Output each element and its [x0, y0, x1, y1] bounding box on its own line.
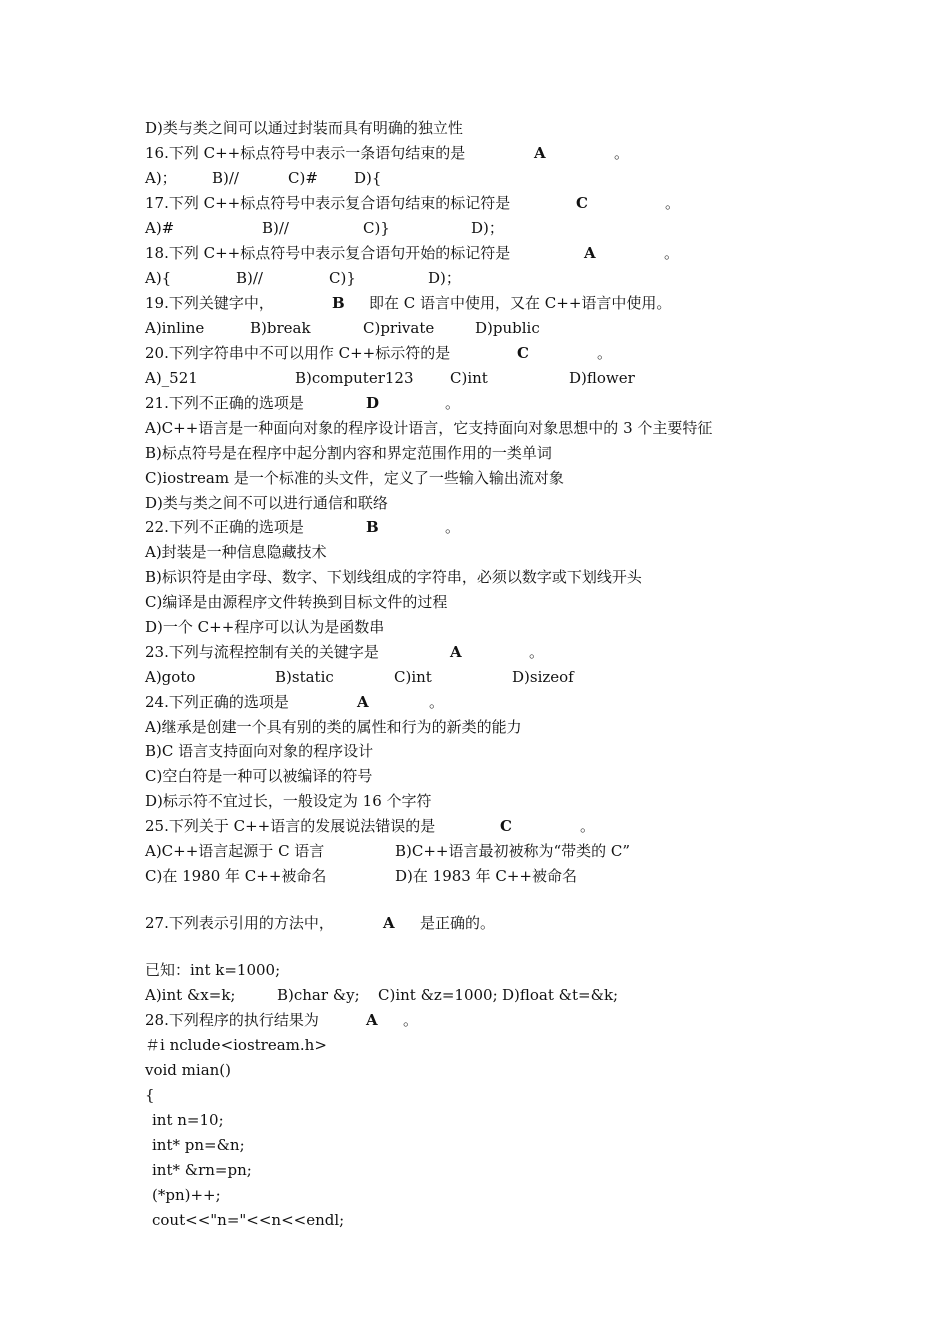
option-d: D)sizeof — [512, 668, 574, 686]
answer-letter: A — [366, 1011, 378, 1029]
question-stem: 16.下列 C++标点符号中表示一条语句结束的是 — [145, 144, 466, 162]
option-c: C)} — [329, 269, 356, 287]
option-a: A)goto — [145, 668, 196, 686]
question-stem: 19.下列关键字中， — [145, 294, 274, 312]
question-end: 。 — [529, 643, 545, 661]
option-c: C)在 1980 年 C++被命名 — [145, 867, 327, 885]
option-b: B)// — [212, 169, 239, 187]
question-stem: 17.下列 C++标点符号中表示复合语句结束的标记符是 — [145, 194, 511, 212]
question-stem: 23.下列与流程控制有关的关键字是 — [145, 643, 379, 661]
question-end: 即在 C 语言中使用，又在 C++语言中使用。 — [369, 294, 672, 312]
option-c: C)# — [288, 169, 318, 187]
answer-letter: A — [450, 643, 462, 661]
answer-letter: C — [517, 344, 529, 362]
answer-letter: C — [576, 194, 588, 212]
option-a: A){ — [145, 269, 172, 287]
option-b: B)static — [275, 668, 334, 686]
option-d: D)public — [475, 319, 540, 337]
option-c: C)int &z=1000; — [378, 986, 498, 1004]
question-stem: 20.下列字符串中不可以用作 C++标示符的是 — [145, 344, 451, 362]
question-stem: 24.下列正确的选项是 — [145, 693, 289, 711]
option-b: B)computer123 — [295, 369, 414, 387]
option-b: B)break — [250, 319, 311, 337]
question-stem: 28.下列程序的执行结果为 — [145, 1011, 319, 1029]
question-end: 。 — [403, 1011, 419, 1029]
option-a: A)# — [145, 219, 175, 237]
option-d: D){ — [354, 169, 382, 187]
option-a: A)； — [145, 169, 177, 187]
option-c: C)int — [394, 668, 432, 686]
answer-letter: D — [366, 394, 380, 412]
answer-letter: A — [534, 144, 546, 162]
answer-letter: A — [584, 244, 596, 262]
answer-letter: B — [332, 294, 345, 312]
question-stem: 25.下列关于 C++语言的发展说法错误的是 — [145, 817, 436, 835]
question-stem: 22.下列不正确的选项是 — [145, 518, 304, 536]
question-end: 。 — [445, 394, 461, 412]
option-c: C)} — [363, 219, 390, 237]
option-d: D)； — [428, 269, 461, 287]
question-end: 。 — [664, 244, 680, 262]
question-end: 。 — [580, 817, 596, 835]
option-d: D)在 1983 年 C++被命名 — [395, 867, 577, 885]
option-a: A)_521 — [145, 369, 198, 387]
question-end: 。 — [614, 144, 630, 162]
question-stem: 27.下列表示引用的方法中， — [145, 914, 334, 932]
question-end: 。 — [429, 693, 445, 711]
option-a: A)int &x=k; — [145, 986, 236, 1004]
question-end: 。 — [665, 194, 681, 212]
option-d: D)flower — [569, 369, 635, 387]
question-end: 。 — [445, 518, 461, 536]
option-b: B)// — [262, 219, 289, 237]
answer-letter: B — [366, 518, 379, 536]
question-stem: 18.下列 C++标点符号中表示复合语句开始的标记符是 — [145, 244, 511, 262]
option-d: D)； — [471, 219, 504, 237]
option-b: B)char &y; — [277, 986, 360, 1004]
option-a: A)C++语言起源于 C 语言 — [145, 842, 325, 860]
option-a: A)inline — [145, 319, 205, 337]
answer-letter: A — [357, 693, 369, 711]
question-end: 。 — [597, 344, 613, 362]
answer-letter: C — [500, 817, 512, 835]
document-page: D)类与类之间可以通过封装而具有明确的独立性 16.下列 C++标点符号中表示一条语句结束的是 A 。 A)； B)// C)# D){ 17.下列 C++标点符号中表示复合语句结束的标记符是 C 。 A)# B)// C)} D)； 18.下列 C++标点符号中表示复合语句开始的标记符是 A 。 A){ B)// C)} D)； 19.下列关键字中， B 即在 C 语言中使用，又在 C++语言中使用。 A)inline B)break C)private D)public 20.下列字符串中不可以用作 C++标示符的是 C 。 A)_521 B)computer123 C)int D)flower 21.下列不正确的选项是 D 。 A)C++语言是一种面向对象的程序设计语言，它支持面向对象思想中的 3 个主要特征 B)标点符号是在程序中起分割内容和界定范围作用的一类单词 C)iostream 是一个标准的头文件，定义了一些输入输出流对象 D)类与类之间不可以进行通信和联络 22.下列不正确的选项是 B 。 A)封装是一种信息隐藏技术 B)标识符是由字母、数字、下划线组成的字符串，必须以数字或下划线开头 C)编译是由源程序文件转换到目标文件的过程 D)一个 C++程序可以认为是函数串 23.下列与流程控制有关的关键字是 A 。 A)goto B)static C)int D)sizeof 24.下列正确的选项是 A 。 A)继承是创建一个具有别的类的属性和行为的新类的能力 B)C 语言支持面向对象的程序设计 C)空白符是一种可以被编译的符号 D)标示符不宜过长，一般设定为 16 个字符 25.下列关于 C++语言的发展说法错误的是 C 。 A)C++语言起源于 C 语言 B)C++语言最初被称为“带类的 C” C)在 1980 年 C++被命名 D)在 1983 年 C++被命名 27.下列表示引用的方法中， A 是正确的。 已知：int k=1000; A)int &x=k; B)char &y; C)int &z=1000; D)float &t=&k; 28.下列程序的执行结果为 A 。 ＃i nclude<iostream.h> void mian() { int n=10; int* pn=&n; int* &rn=pn; (*pn)++; cout<<"n="<<n<<endl; — [145, 119, 713, 1229]
option-d: D)float &t=&k; — [502, 986, 619, 1004]
answer-letter: A — [383, 914, 395, 932]
option-b: B)// — [236, 269, 263, 287]
option-c: C)int — [450, 369, 488, 387]
question-stem: 21.下列不正确的选项是 — [145, 394, 304, 412]
option-b: B)C++语言最初被称为“带类的 C” — [395, 842, 631, 860]
question-end: 是正确的。 — [420, 914, 496, 932]
option-c: C)private — [363, 319, 435, 337]
